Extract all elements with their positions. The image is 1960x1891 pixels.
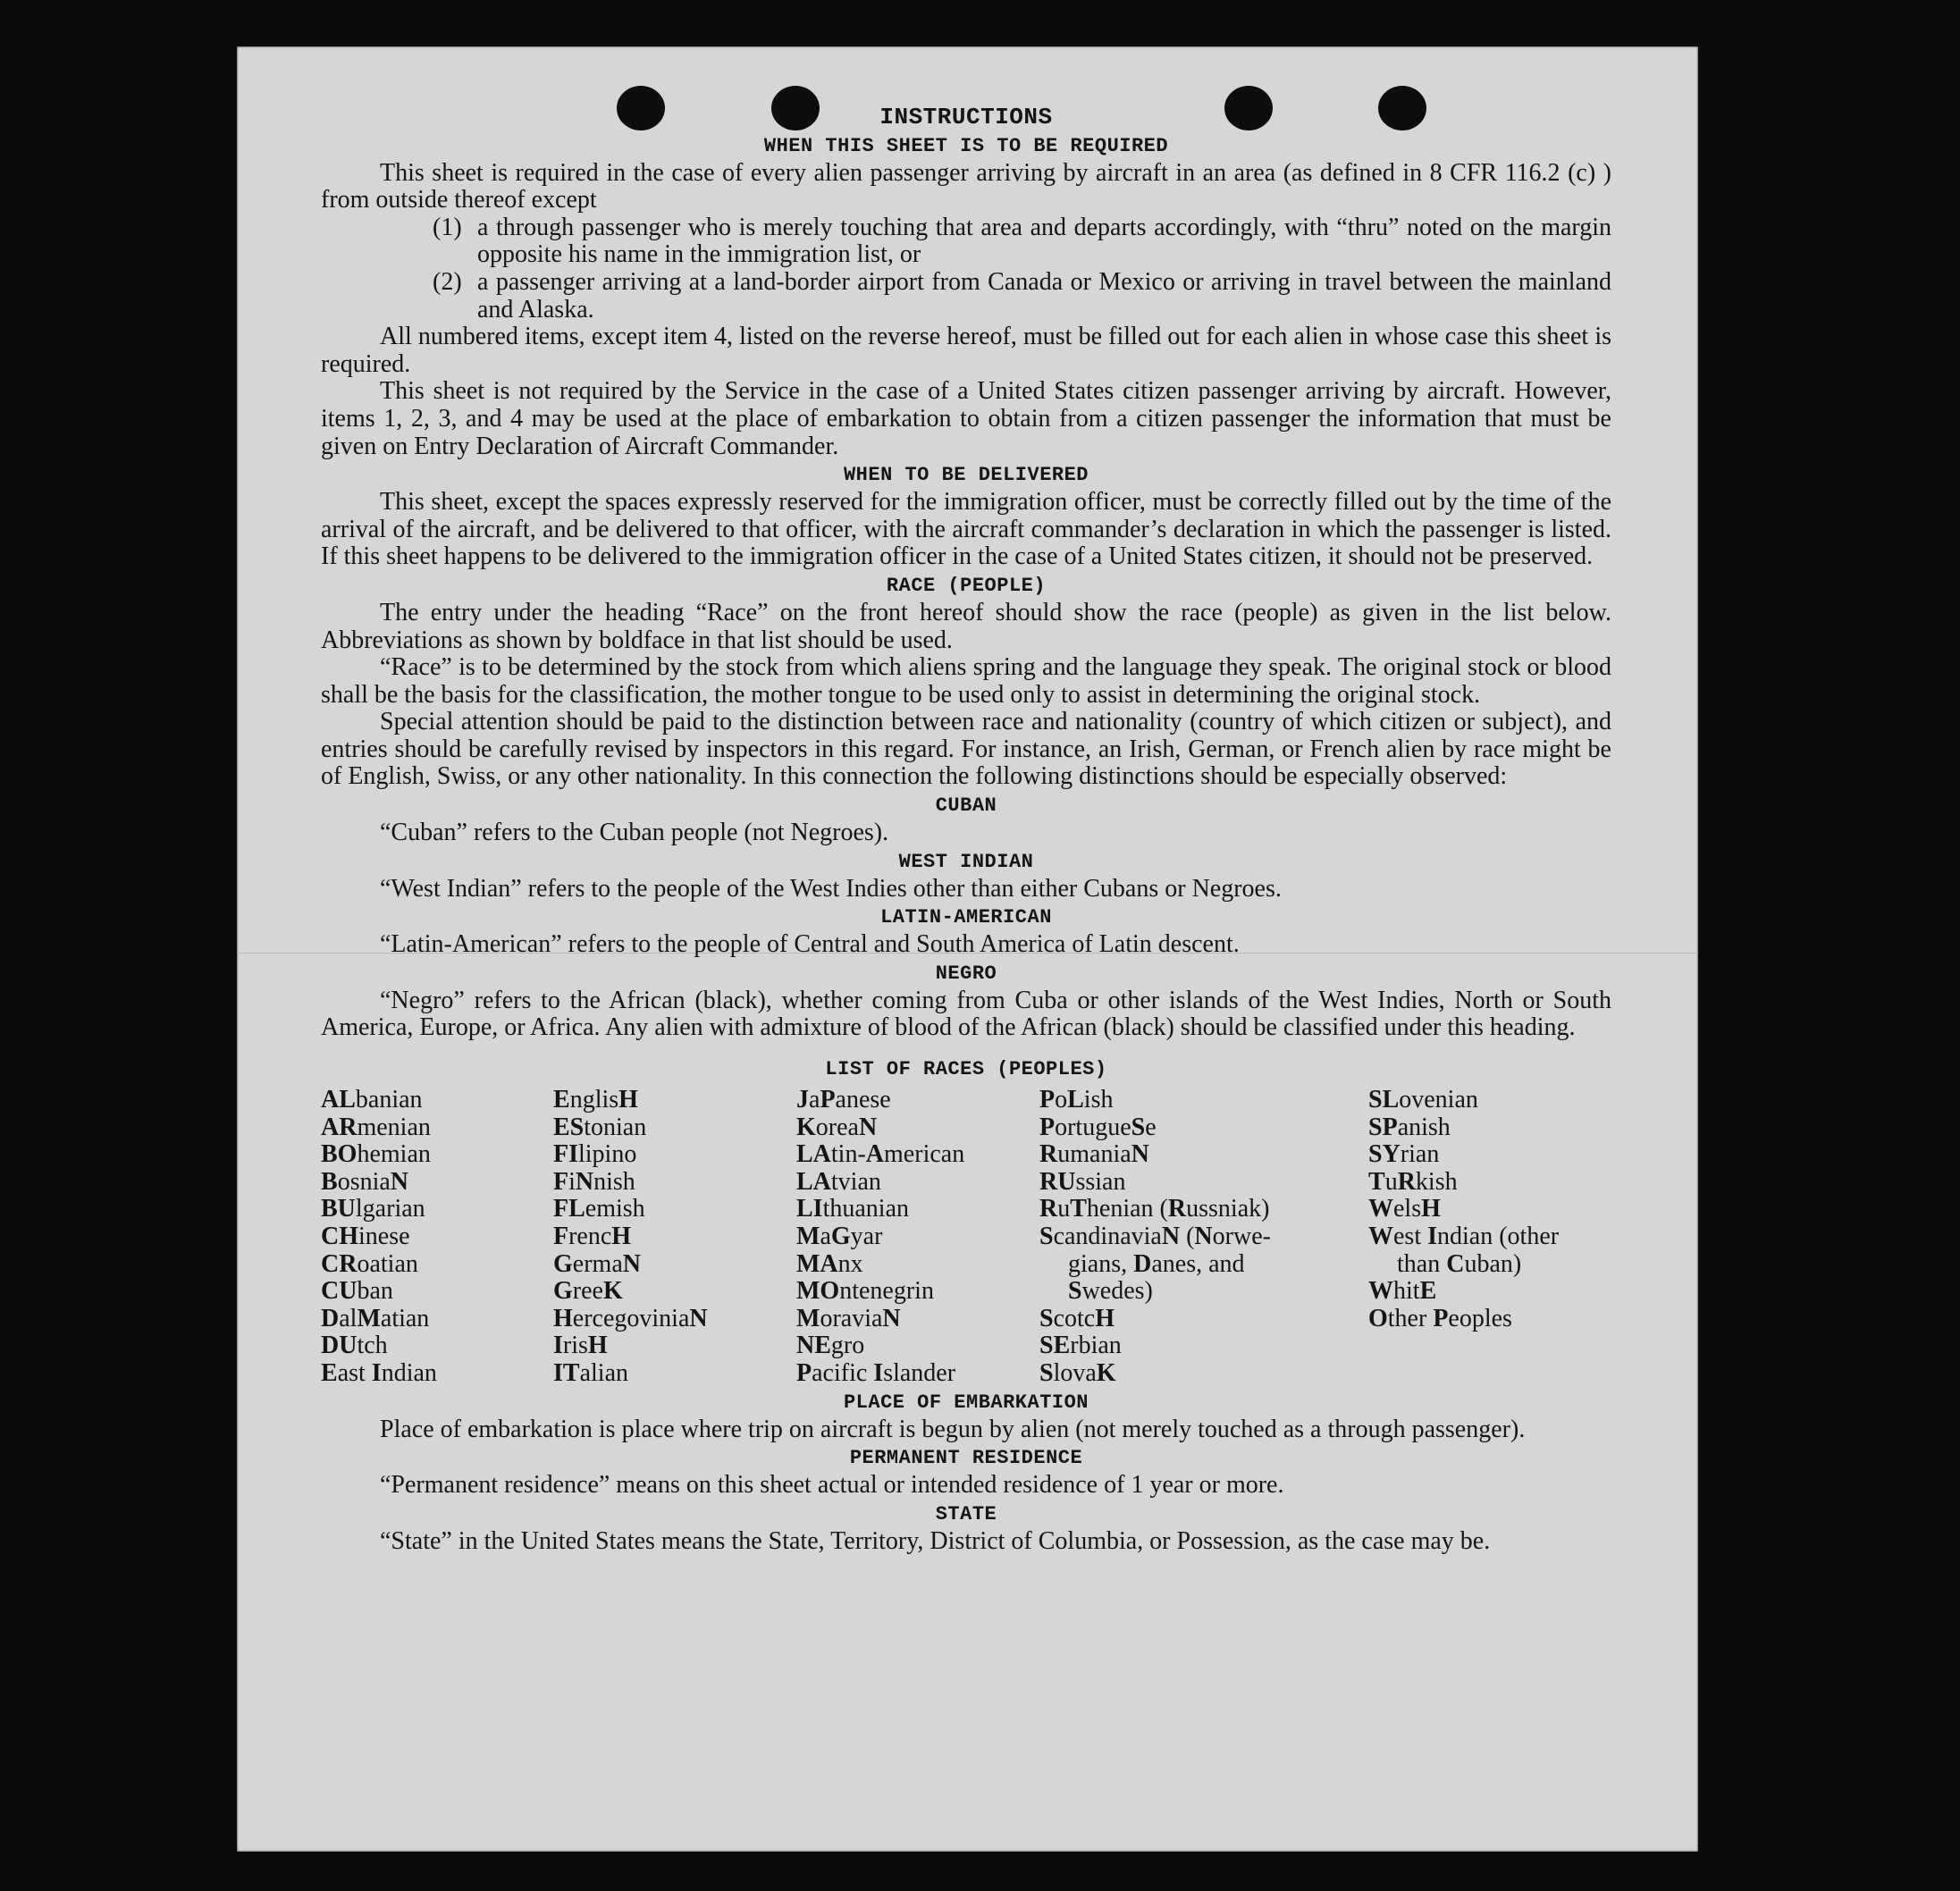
paragraph: Place of embarkation is place where trip on aircraft is begun by alien (not merely touched as a through passenger). xyxy=(380,1415,1526,1443)
race-entry: SLovenian xyxy=(1368,1086,1478,1114)
race-entry: EStonian xyxy=(553,1113,647,1141)
race-entry-continued: Swedes) xyxy=(1068,1277,1153,1306)
paragraph: “Negro” refers to the African (black), whether coming from Cuba or other islands of the West Indies, North or South America, Europe, or Africa. Any alien with admixture of blood of the African (black) should be classified under this heading. xyxy=(321,986,1611,1042)
paragraph: “State” in the United States means the State, Territory, District of Columbia, or Possession, as the case may be. xyxy=(380,1526,1491,1555)
item-number: (2) xyxy=(433,267,462,296)
race-entry: FIlipino xyxy=(553,1140,637,1169)
heading-permanent-residence: PERMANENT RESIDENCE xyxy=(849,1447,1083,1470)
paragraph: This sheet is required in the case of every alien passenger arriving by aircraft in an area (as defined in 8 CFR 116.2 (c) ) from outside thereof except xyxy=(321,158,1611,214)
heading-west-indian: WEST INDIAN xyxy=(898,850,1034,873)
races-column-2 xyxy=(553,1087,796,1388)
paragraph: “Race” is to be determined by the stock from which aliens spring and the language they speak. The original stock or blood shall be the basis for the classification, the mother tongue to be used only to assist in determining the original stock. xyxy=(321,653,1611,709)
race-entry: RuThenian (Russniak) xyxy=(1039,1195,1270,1223)
instruction-sheet xyxy=(237,46,1698,1852)
race-entry: East Indian xyxy=(321,1358,437,1387)
race-entry: SPanish xyxy=(1368,1113,1451,1141)
race-entry: MoraviaN xyxy=(796,1304,901,1332)
race-entry: BosniaN xyxy=(321,1167,409,1196)
race-entry: FrencH xyxy=(553,1223,632,1250)
race-entry: MOntenegrin xyxy=(796,1277,934,1306)
race-entry: FiNnish xyxy=(553,1167,635,1196)
race-entry: KoreaN xyxy=(796,1113,878,1141)
race-entry: MaGyar xyxy=(796,1223,883,1250)
list-item xyxy=(433,269,1611,324)
race-entry: NEgro xyxy=(796,1332,865,1360)
races-column-5 xyxy=(1368,1087,1611,1388)
race-entry: ScotcH xyxy=(1039,1304,1115,1332)
paragraph: “Latin-American” refers to the people of Central and South America of Latin descent. xyxy=(380,930,1240,959)
race-entry: HercegoviniaN xyxy=(553,1304,708,1332)
race-entry: CRoatian xyxy=(321,1249,418,1278)
races-column-4 xyxy=(1039,1087,1368,1388)
race-entry: SlovaK xyxy=(1039,1358,1116,1387)
race-entry: BOhemian xyxy=(321,1140,431,1169)
race-entry: ALbanian xyxy=(321,1086,423,1114)
document-body xyxy=(321,104,1611,1555)
page-title: INSTRUCTIONS xyxy=(879,104,1053,130)
race-entry: CUban xyxy=(321,1277,393,1306)
heading-latin-american: LATIN-AMERICAN xyxy=(880,906,1052,929)
races-list xyxy=(321,1087,1611,1388)
heading-race: RACE (PEOPLE) xyxy=(886,574,1047,597)
race-entry: BUlgarian xyxy=(321,1195,425,1223)
race-entry: GermaN xyxy=(553,1249,641,1278)
paragraph: This sheet, except the spaces expressly reserved for the immigration officer, must be correctly filled out by the time of the arrival of the aircraft, and be delivered to that officer, with the aircraft commander’s declaration in which the passenger is listed. If this sheet happens to be delivered to the immigration officer in the case of a United States citizen, it should not be preserved. xyxy=(321,488,1611,571)
race-entry: West Indian (other xyxy=(1368,1223,1560,1250)
race-entry: DUtch xyxy=(321,1332,388,1360)
heading-list-of-races: LIST OF RACES (PEOPLES) xyxy=(825,1058,1107,1081)
race-entry: RUssian xyxy=(1039,1167,1126,1196)
race-entry: RumaniaN xyxy=(1039,1140,1149,1169)
paragraph: The entry under the heading “Race” on the front hereof should show the race (people) as given in the list below. Abbreviations as shown by boldface in that list should be used. xyxy=(321,598,1611,654)
race-entry: WelsH xyxy=(1368,1195,1441,1223)
paragraph: Special attention should be paid to the distinction between race and nationality (country of which citizen or subject), and entries should be carefully revised by inspectors in this regard. For instance, an Irish, German, or French alien by race might be of English, Swiss, or any other nationality. In this connection the following distinctions should be especially observed: xyxy=(321,708,1611,791)
race-entry: LAtvian xyxy=(796,1167,881,1196)
race-entry: ARmenian xyxy=(321,1113,431,1141)
race-entry: ITalian xyxy=(553,1358,628,1387)
race-entry: JaPanese xyxy=(796,1086,891,1114)
race-entry: LAtin-American xyxy=(796,1140,965,1169)
paragraph: “Permanent residence” means on this sheet actual or intended residence of 1 year or more. xyxy=(380,1471,1284,1500)
race-entry: FLemish xyxy=(553,1195,645,1223)
race-entry-continued: than Cuban) xyxy=(1397,1249,1522,1278)
race-entry: GreeK xyxy=(553,1277,623,1306)
race-entry-continued: gians, Danes, and xyxy=(1068,1249,1245,1278)
race-entry: ScandinaviaN (Norwe- xyxy=(1039,1223,1271,1250)
race-entry: SErbian xyxy=(1039,1332,1122,1360)
item-text: a passenger arriving at a land-border airport from Canada or Mexico or arriving in travel between the mainland and Alaska. xyxy=(477,267,1611,324)
race-entry: Pacific Islander xyxy=(796,1358,956,1387)
race-entry: MAnx xyxy=(796,1249,863,1278)
race-entry: LIthuanian xyxy=(796,1195,909,1223)
heading-negro: NEGRO xyxy=(935,962,997,985)
heading-delivered: WHEN TO BE DELIVERED xyxy=(843,464,1089,487)
paragraph: “West Indian” refers to the people of the West Indies other than either Cubans or Negroes. xyxy=(380,874,1282,903)
paragraph: All numbered items, except item 4, listed on the reverse hereof, must be filled out for each alien in whose case this sheet is required. xyxy=(321,323,1611,378)
paragraph: This sheet is not required by the Service in the case of a United States citizen passenger arriving by aircraft. However, items 1, 2, 3, and 4 may be used at the place of embarkation to obtain from a citizen passenger the information that must be given on Entry Declaration of Aircraft Commander. xyxy=(321,377,1611,460)
race-entry: TuRkish xyxy=(1368,1167,1458,1196)
race-entry: WhitE xyxy=(1368,1277,1437,1306)
race-entry: EnglisH xyxy=(553,1086,638,1114)
race-entry: PortugueSe xyxy=(1039,1113,1157,1141)
paragraph: “Cuban” refers to the Cuban people (not Negroes). xyxy=(380,819,889,847)
heading-required: WHEN THIS SHEET IS TO BE REQUIRED xyxy=(763,134,1169,157)
item-number: (1) xyxy=(433,213,462,241)
heading-cuban: CUBAN xyxy=(935,794,997,818)
race-entry: PoLish xyxy=(1039,1086,1114,1114)
race-entry: SYrian xyxy=(1368,1140,1440,1169)
list-item xyxy=(433,214,1611,269)
race-entry: Other Peoples xyxy=(1368,1304,1512,1332)
races-column-3 xyxy=(796,1087,1039,1388)
item-text: a through passenger who is merely touching that area and departs accordingly, with “thru” noted on the margin opposite his name in the immigration list, or xyxy=(477,213,1611,269)
heading-state: STATE xyxy=(935,1502,997,1525)
race-entry: IrisH xyxy=(553,1332,608,1360)
heading-embarkation: PLACE OF EMBARKATION xyxy=(843,1391,1089,1414)
race-entry: CHinese xyxy=(321,1223,410,1250)
races-column-1 xyxy=(321,1087,553,1388)
race-entry: DalMatian xyxy=(321,1304,430,1332)
